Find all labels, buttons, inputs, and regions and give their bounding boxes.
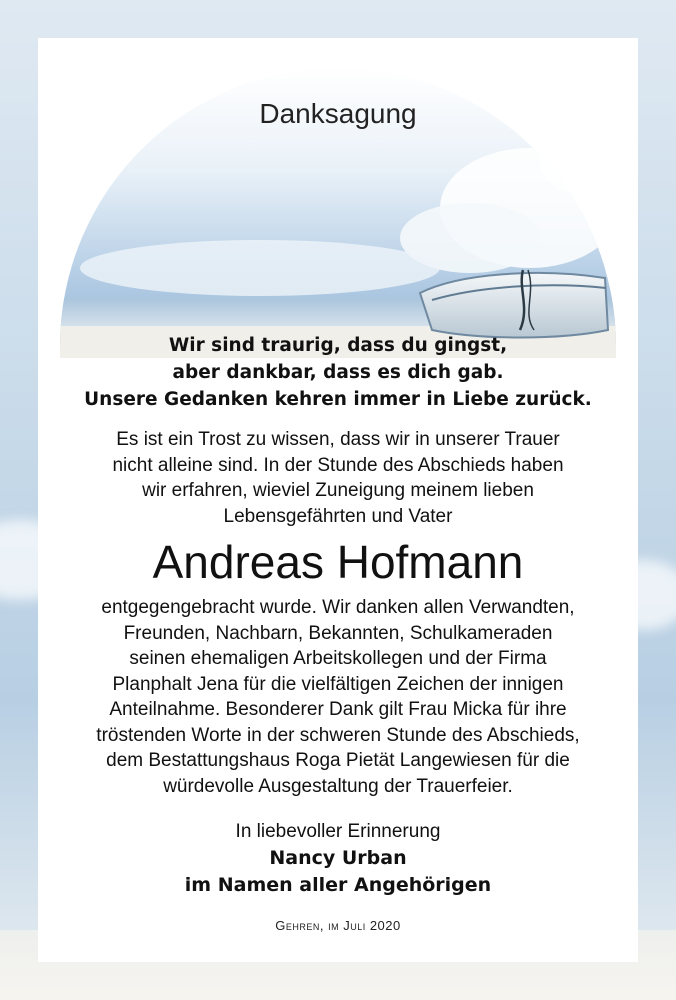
place-date: Gehren, im Juli 2020 bbox=[275, 918, 401, 933]
thanks-line: dem Bestattungshaus Roga Pietät Langewiesen für die bbox=[106, 750, 570, 771]
closing-greeting: In liebevoller Erinnerung bbox=[235, 821, 441, 842]
signer-on-behalf: im Namen aller Angehörigen bbox=[184, 874, 492, 896]
intro-line: nicht alleine sind. In der Stunde des Abschieds haben bbox=[112, 454, 564, 476]
thanks-line: tröstenden Worte in der schweren Stunde des Abschieds, bbox=[96, 724, 580, 746]
thanks-line: Freunden, Nachbarn, Bekannten, Schulkameraden bbox=[123, 622, 553, 644]
thanks-line: würdevolle Ausgestaltung der Trauerfeier. bbox=[163, 775, 513, 797]
notice-card bbox=[38, 38, 638, 962]
deceased-name: Andreas Hofmann bbox=[152, 536, 524, 588]
thanks-line: entgegengebracht wurde. Wir danken allen Verwandten, bbox=[101, 597, 575, 618]
intro-line: Es ist ein Trost zu wissen, dass wir in unserer Trauer bbox=[116, 429, 560, 450]
signer-name: Nancy Urban bbox=[269, 847, 407, 869]
intro-line: wir erfahren, wieviel Zuneigung meinem lieben bbox=[142, 480, 534, 501]
motto bbox=[38, 332, 638, 413]
intro-line: Lebensgefährten und Vater bbox=[223, 505, 453, 527]
motto-line: aber dankbar, dass es dich gab. bbox=[172, 362, 504, 383]
closing-block bbox=[38, 819, 638, 899]
page-title: Danksagung bbox=[259, 98, 417, 129]
motto-line: Wir sind traurig, dass du gingst, bbox=[168, 335, 508, 356]
thanks-line: Planphalt Jena für die vielfältigen Zeichen der innigen bbox=[112, 673, 564, 695]
thanks-line: seinen ehemaligen Arbeitskollegen und der Firma bbox=[129, 648, 547, 669]
thanks-line: Anteilnahme. Besonderer Dank gilt Frau Micka für ihre bbox=[109, 699, 567, 720]
motto-line: Unsere Gedanken kehren immer in Liebe zurück. bbox=[84, 389, 592, 410]
thanks-paragraph bbox=[38, 595, 638, 799]
intro-paragraph bbox=[38, 427, 638, 529]
